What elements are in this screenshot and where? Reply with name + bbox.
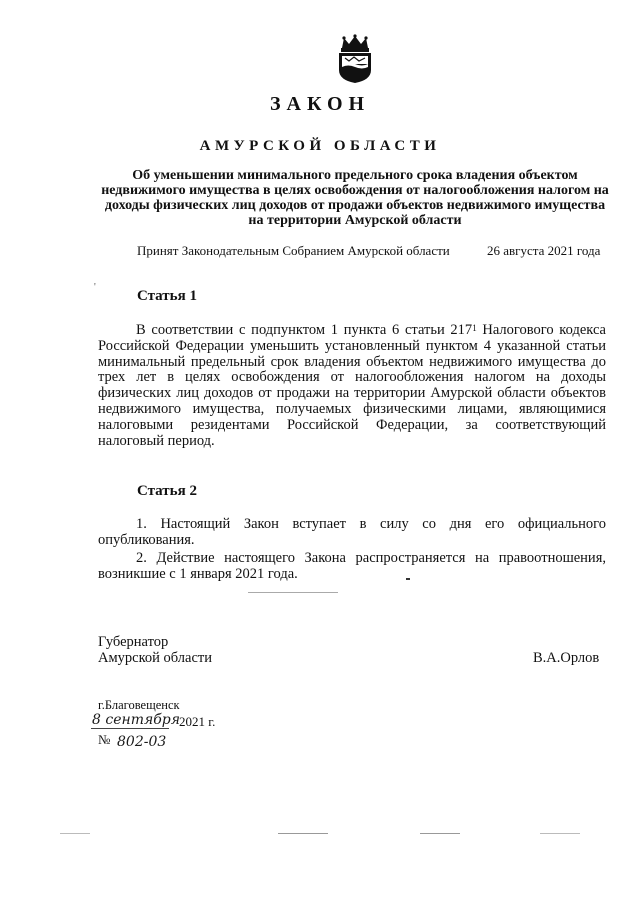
article-1-text	[98, 323, 606, 449]
article-1-text-part1: В соответствии с подпунктом 1 пункта 6 статьи 217	[136, 322, 473, 338]
law-number-handwritten: 802-03	[117, 734, 167, 750]
governor-title	[98, 634, 212, 666]
scan-artifact-dot	[406, 578, 410, 580]
scan-artifact-line	[248, 592, 338, 593]
article-2-heading: Статья 2	[137, 483, 197, 499]
governor-name: В.А.Орлов	[533, 650, 600, 666]
scan-mark: '	[94, 282, 96, 293]
law-number-label: №	[98, 732, 111, 747]
adopted-date: 26 августа 2021 года	[487, 243, 601, 258]
governor-title-line1: Губернатор	[98, 634, 169, 650]
signing-city: г.Благовещенск	[98, 698, 180, 712]
law-subject: Об уменьшении минимального предельного срока владения объектом недвижимого имущества в целях освобождения от налогообложения налогом на доходы физических лиц доходов от продажи объектов недвижимого имущества на территории Амурской области	[101, 168, 609, 228]
article-1-heading: Статья 1	[137, 288, 197, 304]
signing-year: 2021 г.	[179, 714, 216, 729]
signing-date-handwritten: 8 сентября	[92, 712, 181, 728]
bottom-scan-line	[60, 833, 90, 834]
signing-date-underline	[91, 728, 169, 729]
coat-of-arms-icon	[334, 34, 376, 84]
article-2-item-1: 1. Настоящий Закон вступает в силу со дня его официального опубликования.	[98, 516, 606, 548]
law-title: ЗАКОН	[269, 93, 371, 115]
bottom-scan-line	[278, 833, 328, 834]
article-1-superscript: 1	[472, 323, 477, 333]
article-1-text-part2: Налогового кодекса Российской Федерации уменьшить установленный пунктом 4 указанной статьи минимальный предельный срок владения объектом недвижимого имущества до трех лет в целях освобождения от налогообложения налогом на доходы физических лиц доходов от продажи на территории Амурской области объектов недвижимого имущества, получаемых физическими лицами, являющимися налоговыми резидентами Российской Федерации, за соответствующий налоговый период.	[98, 322, 606, 449]
bottom-scan-line	[540, 833, 580, 834]
bottom-scan-line	[420, 833, 460, 834]
region-title: АМУРСКОЙ ОБЛАСТИ	[199, 138, 441, 154]
article-2-item-2: 2. Действие настоящего Закона распространяется на правоотношения, возникшие с 1 января 2021 года.	[98, 550, 606, 582]
adopted-by: Принят Законодательным Собранием Амурской области	[137, 243, 450, 258]
governor-title-line2: Амурской области	[98, 650, 212, 666]
